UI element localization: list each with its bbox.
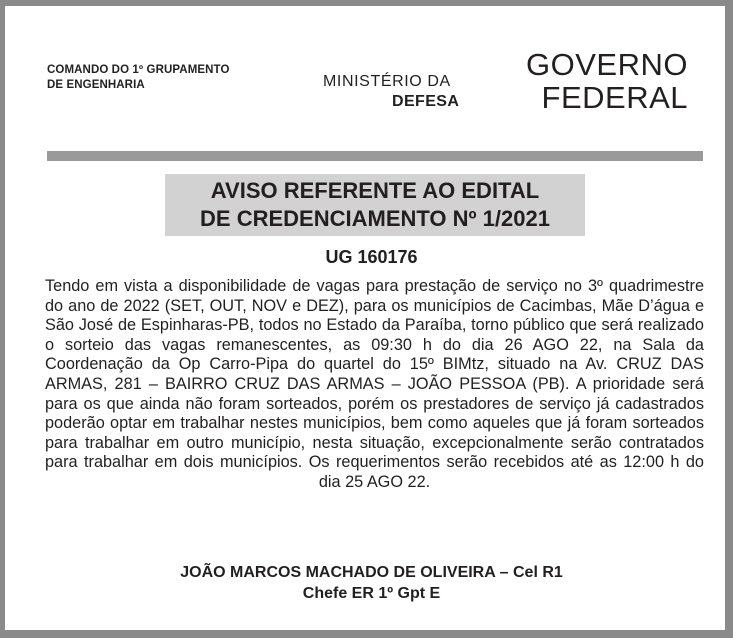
ministry-line-2: DEFESA <box>392 93 460 110</box>
signer-role: Chefe ER 1º Gpt E <box>302 585 441 602</box>
command-line-2: DE ENGENHARIA <box>47 79 145 91</box>
title-line-1: AVISO REFERENTE AO EDITAL <box>210 178 540 203</box>
title-line-2: DE CREDENCIAMENTO Nº 1/2021 <box>200 206 550 231</box>
government-line-2: FEDERAL <box>541 80 688 115</box>
header-divider <box>47 151 703 161</box>
command-label <box>47 63 230 93</box>
signer-name: JOÃO MARCOS MACHADO DE OLIVEIRA – Cel R1 <box>180 564 563 581</box>
notice-body: Tendo em vista a disponibilidade de vagas para prestação de serviço no 3º quadrimestre do ano de 2022 (SET, OUT, NOV e DEZ), para os municípios de Cacimbas, Mãe D’água e São José de Espinharas-PB, todos no Estado da Paraíba, torno público que será realizado o sorteio das vagas remanescentes, as 09:30 h do dia 26 AGO 22, na Sala da Coordenação da Op Carro-Pipa do quartel do 15º BIMtz, situado na Av. CRUZ DAS ARMAS, 281 – BAIRRO CRUZ DAS ARMAS – JOÃO PESSOA (PB). A prioridade será para os que ainda não foram sorteados, porém os prestadores de serviço já cadastrados poderão optar em trabalhar nestes municípios, bem como aqueles que já foram sorteados para trabalhar em outro município, nesta situação, excepcionalmente serão contratados para trabalhar em dois municípios. Os requerimentos serão recebidos até as 12:00 h do dia 25 AGO 22. <box>45 277 704 491</box>
notice-title <box>165 177 585 233</box>
signature <box>5 562 733 604</box>
ministry-line-1: MINISTÉRIO DA <box>323 73 451 90</box>
ministry-logo <box>323 72 459 112</box>
government-line-1: GOVERNO <box>526 47 688 82</box>
command-line-1: COMANDO DO 1º GRUPAMENTO <box>47 64 230 76</box>
ug-code: UG 160176 <box>325 247 418 267</box>
government-logo <box>526 48 688 114</box>
